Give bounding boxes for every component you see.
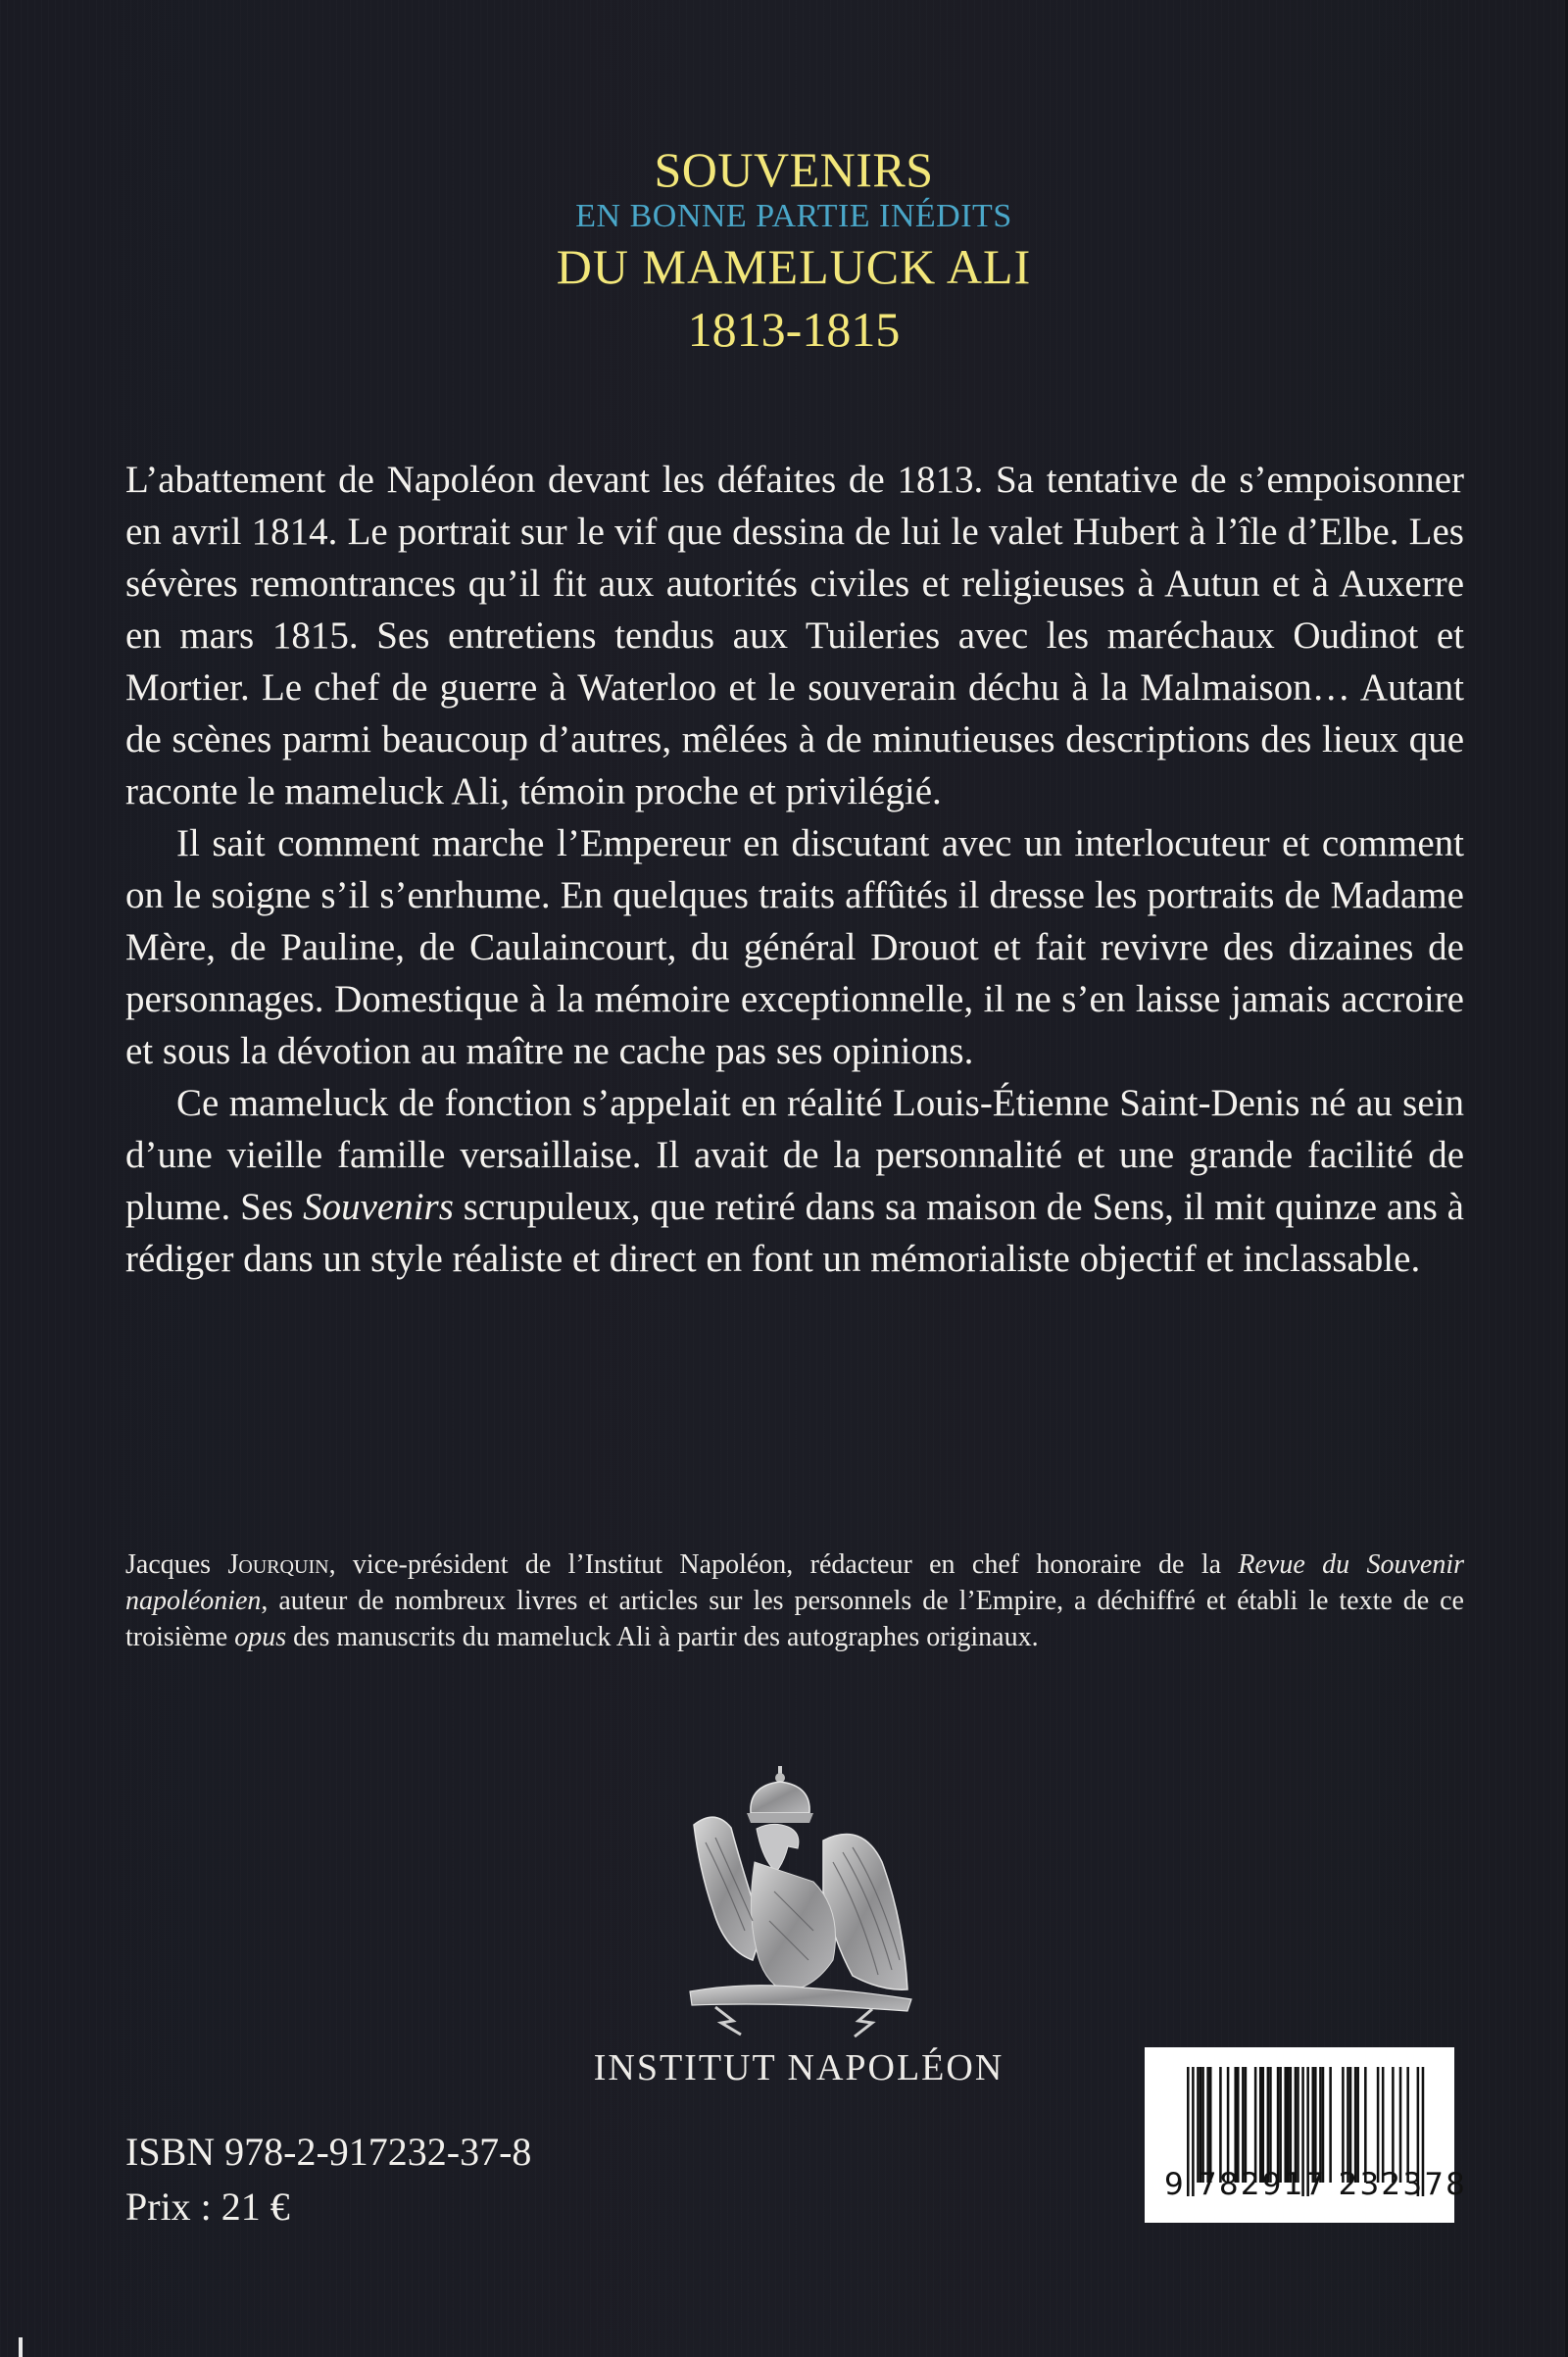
title-dates: 1813-1815: [687, 302, 901, 357]
summary-paragraph-1: L’abattement de Napoléon devant les défaites de 1813. Sa tentative de s’empoisonner en avril 1814. Le portrait sur le vif que dessina de lui le valet Hubert à l’île d’Elbe. Les sévères remontrances qu’il fit aux autorités civiles et religieuses à Autun et à Auxerre en mars 1815. Ses entretiens tendus aux Tuileries avec les maréchaux Oudinot et Mortier. Le chef de guerre à Waterloo et le souverain déchu à la Malmaison… Autant de scènes parmi beaucoup d’autres, mêlées à de minutieuses descriptions des lieux que raconte le mameluck Ali, témoin proche et privilégié.: [125, 459, 1464, 812]
bio-part-3: des manuscrits du mameluck Ali à partir des autographes originaux.: [286, 1622, 1039, 1652]
crop-mark: [19, 2337, 23, 2357]
barcode-digits: 9 782917 232378: [1164, 2167, 1468, 2202]
title-block: [0, 142, 1568, 362]
p3-italic-souvenirs: Souvenirs: [303, 1186, 454, 1228]
bio-italic-revue: Revue du Souvenir napoléonien: [125, 1549, 1465, 1616]
imperial-eagle-icon: [686, 1764, 913, 2038]
title-line-souvenirs: SOUVENIRS: [654, 142, 934, 197]
publisher-name: INSTITUT NAPOLÉON: [593, 2047, 1004, 2088]
author-last-name: Jourquin: [227, 1549, 329, 1580]
author-bio: [125, 1547, 1464, 1655]
barcode: [1145, 2047, 1468, 2223]
title-line-mameluck: DU MAMELUCK ALI: [556, 239, 1032, 294]
author-first-name: Jacques: [125, 1549, 228, 1580]
price-text: Prix : 21 €: [125, 2185, 290, 2229]
author-bio-paragraph: [125, 1547, 1464, 1655]
p3-text-before: Ce mameluck de fonction s’appelait en réalité Louis-Étienne Saint-Denis né au sein d’une vieille famille versaillaise. Il avait de la personnalité et une grande facilité de plume. Ses: [125, 1082, 1464, 1228]
bio-part-1: , vice-président de l’Institut Napoléon, rédacteur en chef honoraire de la: [328, 1549, 1239, 1580]
bio-italic-opus: opus: [234, 1622, 287, 1652]
title-subtitle: EN BONNE PARTIE INÉDITS: [575, 198, 1012, 234]
p3-text-after: scrupuleux, que retiré dans sa maison de Sens, il mit quinze ans à rédiger dans un style réaliste et direct en font un mémorialiste objectif et inclassable.: [125, 1186, 1464, 1280]
isbn-text: ISBN 978-2-917232-37-8: [125, 2130, 532, 2174]
summary-paragraph-3: [125, 1077, 1464, 1285]
bio-part-2: , auteur de nombreux livres et articles sur les personnels de l’Empire, a déchiffré et établi le texte de ce troisième: [125, 1586, 1464, 1652]
isbn-price-block: [125, 2125, 531, 2234]
summary-text: [125, 454, 1464, 1285]
summary-paragraph-2: Il sait comment marche l’Empereur en discutant avec un interlocuteur et comment on le soigne s’il s’enrhume. En quelques traits affûtés il dresse les portraits de Madame Mère, de Pauline, de Caulaincourt, du général Drouot et fait revivre des dizaines de personnages. Domestique à la mémoire exceptionnelle, il ne s’en laisse jamais accroire et sous la dévotion au maître ne cache pas ses opinions.: [125, 822, 1464, 1072]
